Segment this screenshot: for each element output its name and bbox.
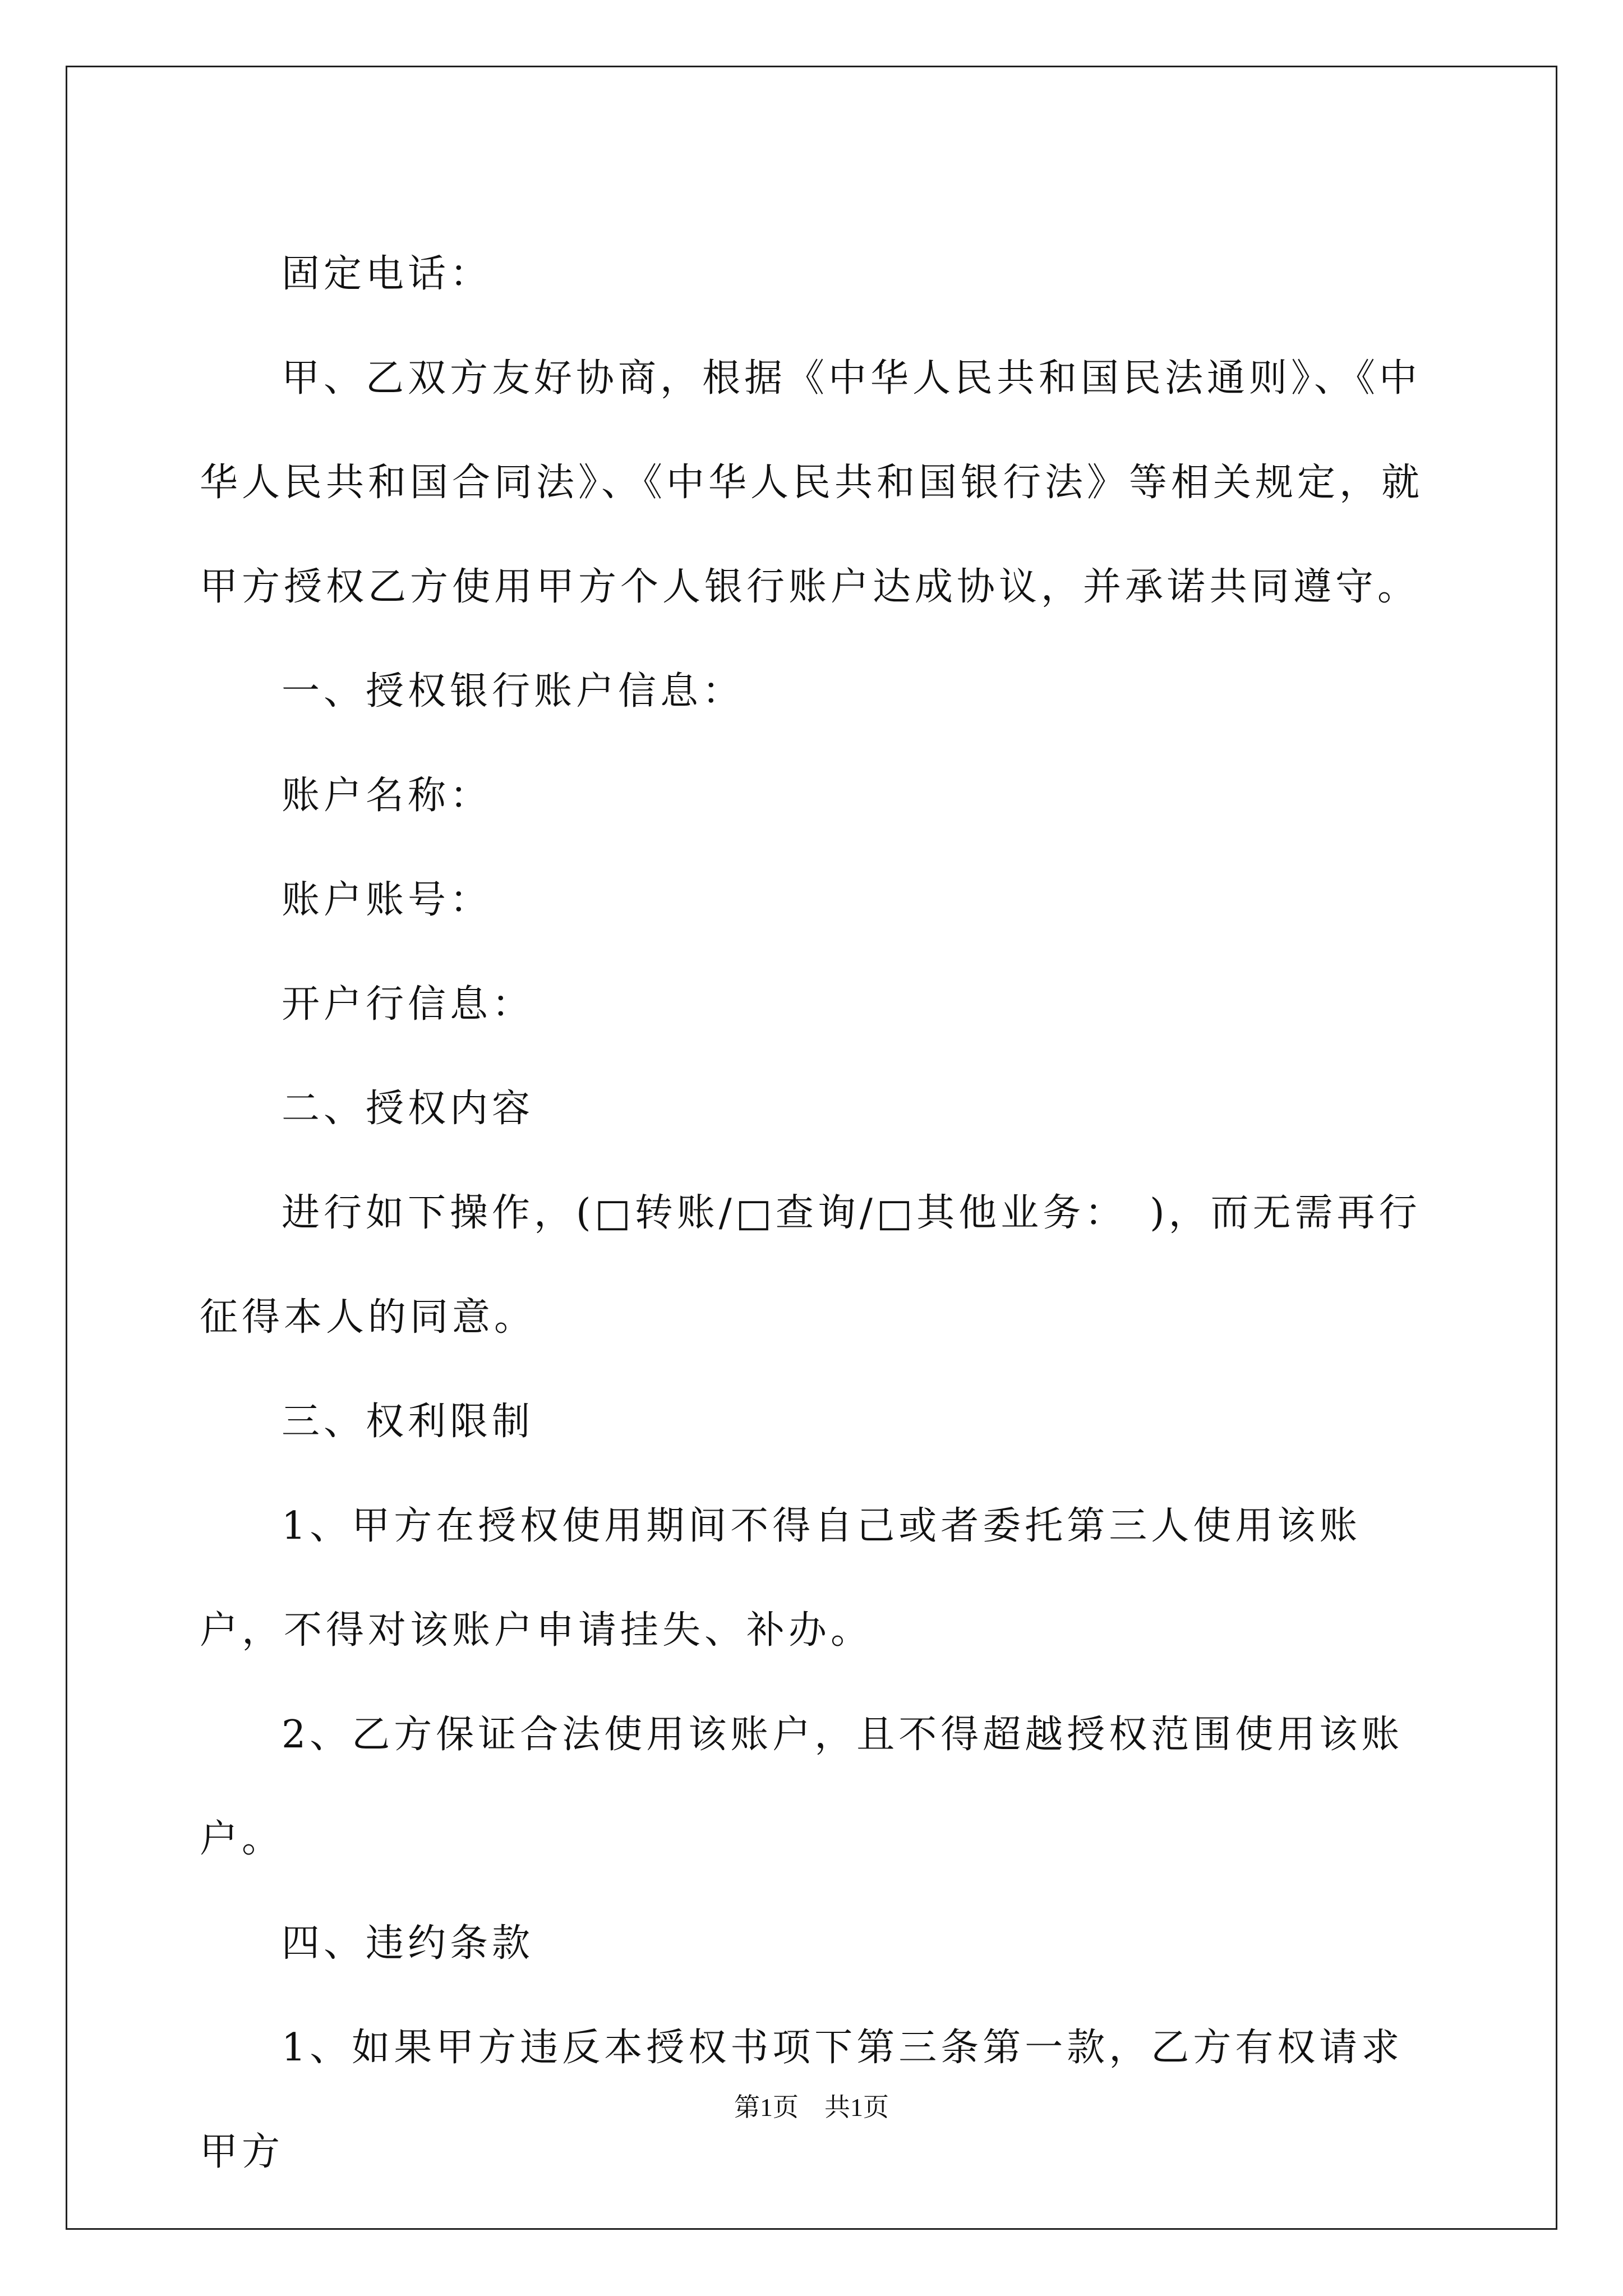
clause-rights-1: 1、甲方在授权使用期间不得自己或者委托第三人使用该账户，不得对该账户申请挂失、补办。 (200, 1504, 1362, 1653)
page-footer (0, 2091, 1623, 2124)
paragraph-fixed-phone: 固定电话： (282, 252, 492, 296)
document-body (200, 222, 1424, 2205)
section-heading-breach: 四、违约条款 (282, 1921, 534, 1966)
section-heading-authorization-content: 二、授权内容 (282, 1087, 534, 1131)
clause-rights-2: 2、乙方保证合法使用该账户，且不得超越授权范围使用该账户。 (200, 1713, 1404, 1861)
section-heading-rights-limitation: 三、权利限制 (282, 1400, 534, 1444)
section-heading-account-info: 一、授权银行账户信息： (282, 669, 745, 714)
clause-breach-1: 1、如果甲方违反本授权书项下第三条第一款，乙方有权请求甲方 (200, 2026, 1404, 2174)
field-bank-info: 开户行信息： (282, 982, 534, 1027)
field-account-number: 账户账号： (282, 878, 492, 922)
paragraph-operations: 进行如下操作，(□转账/□查询/□其他业务： )，而无需再行征得本人的同意。 (200, 1191, 1421, 1340)
paragraph-preamble: 甲、乙双方友好协商，根据《中华人民共和国民法通则》、《中华人民共和国合同法》、《中华人民共和国银行法》等相关规定，就甲方授权乙方使用甲方个人银行账户达成协议，并承诺共同遵守。 (200, 356, 1424, 609)
field-account-name: 账户名称： (282, 774, 492, 818)
page-number-label: 第1页 共1页 (734, 2093, 889, 2122)
